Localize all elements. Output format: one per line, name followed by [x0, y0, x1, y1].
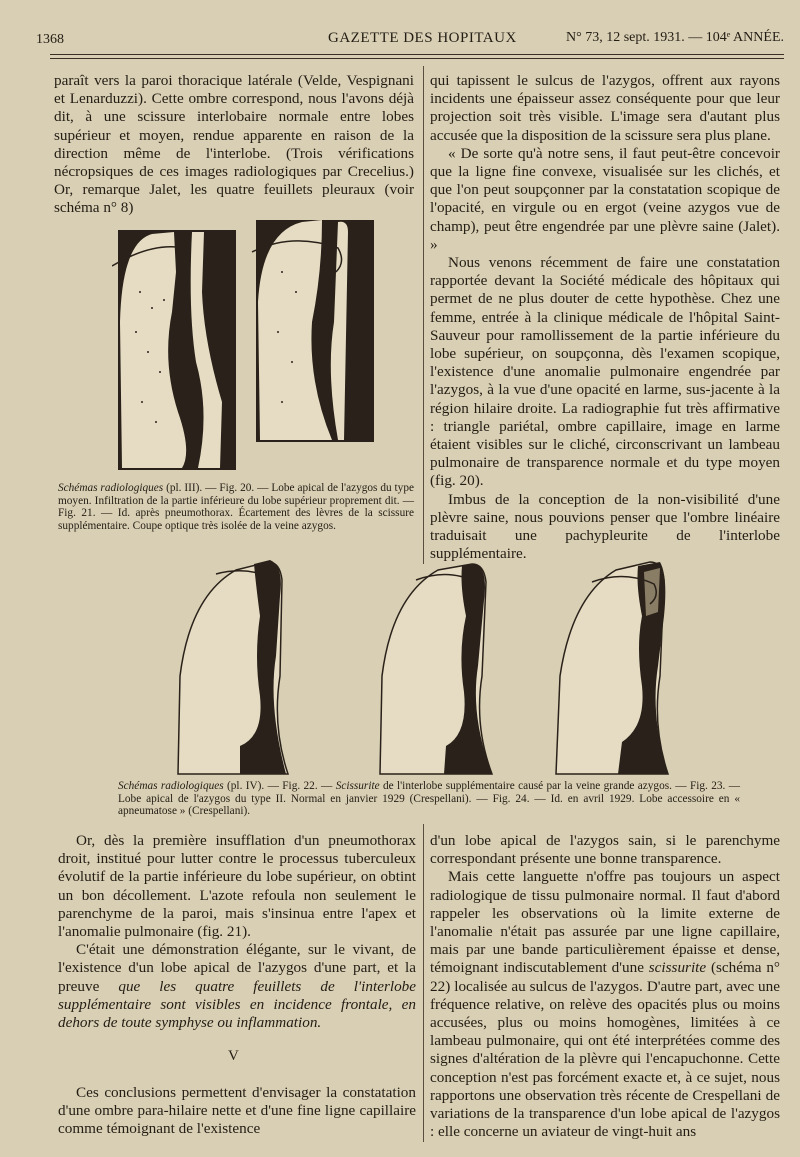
- caption-text: de l'interlobe supplémentaire causé par la veine grande azygos. — Fig. 23. — Lobe apical de l'azygos du type II. Normal en janvier 1929 (Crespellani). — Fig. 24. — Id. en avril 1929. Lobe accessoire en « apneumatose » (Crespellani).: [118, 780, 740, 817]
- figure-23: [380, 564, 492, 774]
- right-column-bottom: [430, 832, 780, 1141]
- column-separator: [423, 66, 424, 564]
- paragraph: Ces conclusions permettent d'envisager la constatation d'une ombre para-hilaire nette et d'une fine ligne capillaire comme témoignant de l'existence: [58, 1084, 416, 1138]
- figure-22: [178, 560, 288, 774]
- paragraph-text: (schéma n° 22) localisée au sulcus de l'azygos. D'autre part, avec une fréquence relative, on relève des opacités plus ou moins accusées, plus ou moins homogènes, limitées à ce lambeau pulmonaire, qui ont été interprétées comme des signes d'altération de la plèvre qui l'encapuchonne. Cette conception n'est pas forcément exacte et, à ce sujet, nous rapportons une observation très récente de Crespellani de variations de la transparence d'un lobe apical de l'azygos : elle concerne un aviateur de vingt-huit ans: [430, 959, 781, 1141]
- issue-info: N° 73, 12 sept. 1931. — 104ᵉ ANNÉE.: [565, 30, 784, 45]
- figure-plate-4: [176, 556, 696, 782]
- section-numeral: V: [228, 1048, 239, 1064]
- column-separator-bottom: [423, 824, 424, 1142]
- radiological-schema-figures-22-24: [176, 556, 696, 778]
- running-header: [36, 30, 784, 52]
- radiological-schema-figures-20-21: [112, 212, 378, 474]
- paragraph: Or, dès la première insufflation d'un pneumothorax droit, institué pour lutter contre le processus tuberculeux évolutif de la partie inférieure du lobe supérieur, on obtint un bon décollement. L'azote refoula non seulement le parenchyme de la paroi, mais s'insinua entre l'apex et l'anomalie pulmonaire (fig. 21).: [58, 832, 416, 941]
- paragraph: [430, 868, 780, 1141]
- caption-plate-4: [118, 780, 740, 818]
- paragraph-text: Mais cette languette n'offre pas toujours un aspect radiologique de tissu pulmonaire normal. Il faut d'abord rappeler les observations où la limite externe de l'anomalie n'était pas assurée par une ligne capillaire, mais par une bande particulièrement épaisse et dense, témoignant indiscutablement d'une: [430, 868, 780, 977]
- figure-24: [556, 562, 668, 774]
- paragraph-italic: scissurite: [648, 959, 707, 977]
- caption-text: (pl. IV). — Fig. 22. —: [223, 780, 336, 792]
- caption-plate-3: [58, 482, 414, 532]
- paragraph: d'un lobe apical de l'azygos sain, si le parenchyme correspondant présente une bonne transparence.: [430, 832, 780, 868]
- figure-plate-3: [112, 212, 378, 478]
- caption-lead: Schémas radiologiques: [118, 780, 224, 792]
- figure-21: [252, 220, 374, 442]
- paragraph-text: C'était une démonstration élégante, sur le vivant, de l'existence d'un lobe apical de l'azygos d'une part, et la preuve: [58, 941, 416, 995]
- right-column-top: [430, 72, 780, 563]
- caption-italic: Scissurite: [335, 780, 380, 792]
- journal-title: GAZETTE DES HOPITAUX: [328, 30, 517, 46]
- paragraph: qui tapissent le sulcus de l'azygos, offrent aux rayons incidents une épaisseur assez conséquente pour que leur projection soit très visible. L'image sera d'autant plus accusée que la disposition de la scissure sera plus plane.: [430, 72, 780, 144]
- paragraph: Nous venons récemment de faire une constatation rapportée devant la Société médicale des hôpitaux qui permet de ne plus douter de cette hypothèse. Chez une femme, entrée à la clinique médicale de l'hôpital Saint-Sauveur pour ramollissement de la partie inférieure du lobe supérieur, on soupçonna, dès l'examen scopique, l'existence d'une anomalie pulmonaire engendrée par l'azygos, à la vue d'une opacité en larme, sus-jacente à la région hilaire droite. La radiographie fut très affirmative : triangle pariétal, ombre capillaire, image en larme étaient visibles sur le cliché, circonscrivant un lambeau pulmonaire de transparence normale et du type moyen (fig. 20).: [430, 254, 780, 490]
- quote-paragraph: « De sorte qu'à notre sens, il faut peut-être concevoir que la ligne fine convexe, visualisée sur les clichés, et que l'on peut soupçonner par la constatation scopique de l'opacité, en virgule ou en ergot (veine azygos vue de champ), peut être engendrée par une plèvre saine (Jalet). »: [430, 144, 780, 253]
- header-rule-double: [50, 58, 784, 59]
- caption-text: (pl. III). — Fig. 20. — Lobe apical de l'azygos du type moyen. Infiltration de la partie inférieure du lobe supérieur proprement dit. — Fig. 21. — Id. après pneumothorax. Écartement des lèvres de la scissure supplémentaire. Coupe optique très isolée de la veine azygos.: [58, 482, 414, 532]
- left-column-top: [54, 72, 414, 218]
- paragraph: [58, 941, 416, 1032]
- caption-lead: Schémas radiologiques: [58, 482, 164, 494]
- paragraph-italic: que les quatre feuillets de l'interlobe supplémentaire sont visibles en incidence frontale, en dehors de toute symphyse ou inflammation.: [58, 977, 417, 1032]
- header-rule: [50, 54, 784, 55]
- paragraph: Imbus de la conception de la non-visibilité d'une plèvre saine, nous pouvions penser que l'ombre linéaire traduisait une pachypleurite de l'interlobe supplémentaire.: [430, 490, 780, 563]
- figure-20: [112, 230, 236, 470]
- left-column-bottom: [58, 832, 416, 1032]
- left-column-bottom-end: [58, 1084, 416, 1139]
- page-number: 1368: [36, 32, 64, 47]
- paragraph: paraît vers la paroi thoracique latérale (Velde, Vespignani et Lenarduzzi). Cette ombre correspond, nous l'avons déjà dit, à une scissure interlobaire normale entre lobes supérieur et moyen, rendue apparente en raison de la direction même de l'interlobe. (Trois vérifications nécropsiques de ces images radiologiques par Crecelius.) Or, remarque Jalet, les quatre feuillets pleuraux (voir schéma n° 8): [54, 72, 414, 217]
